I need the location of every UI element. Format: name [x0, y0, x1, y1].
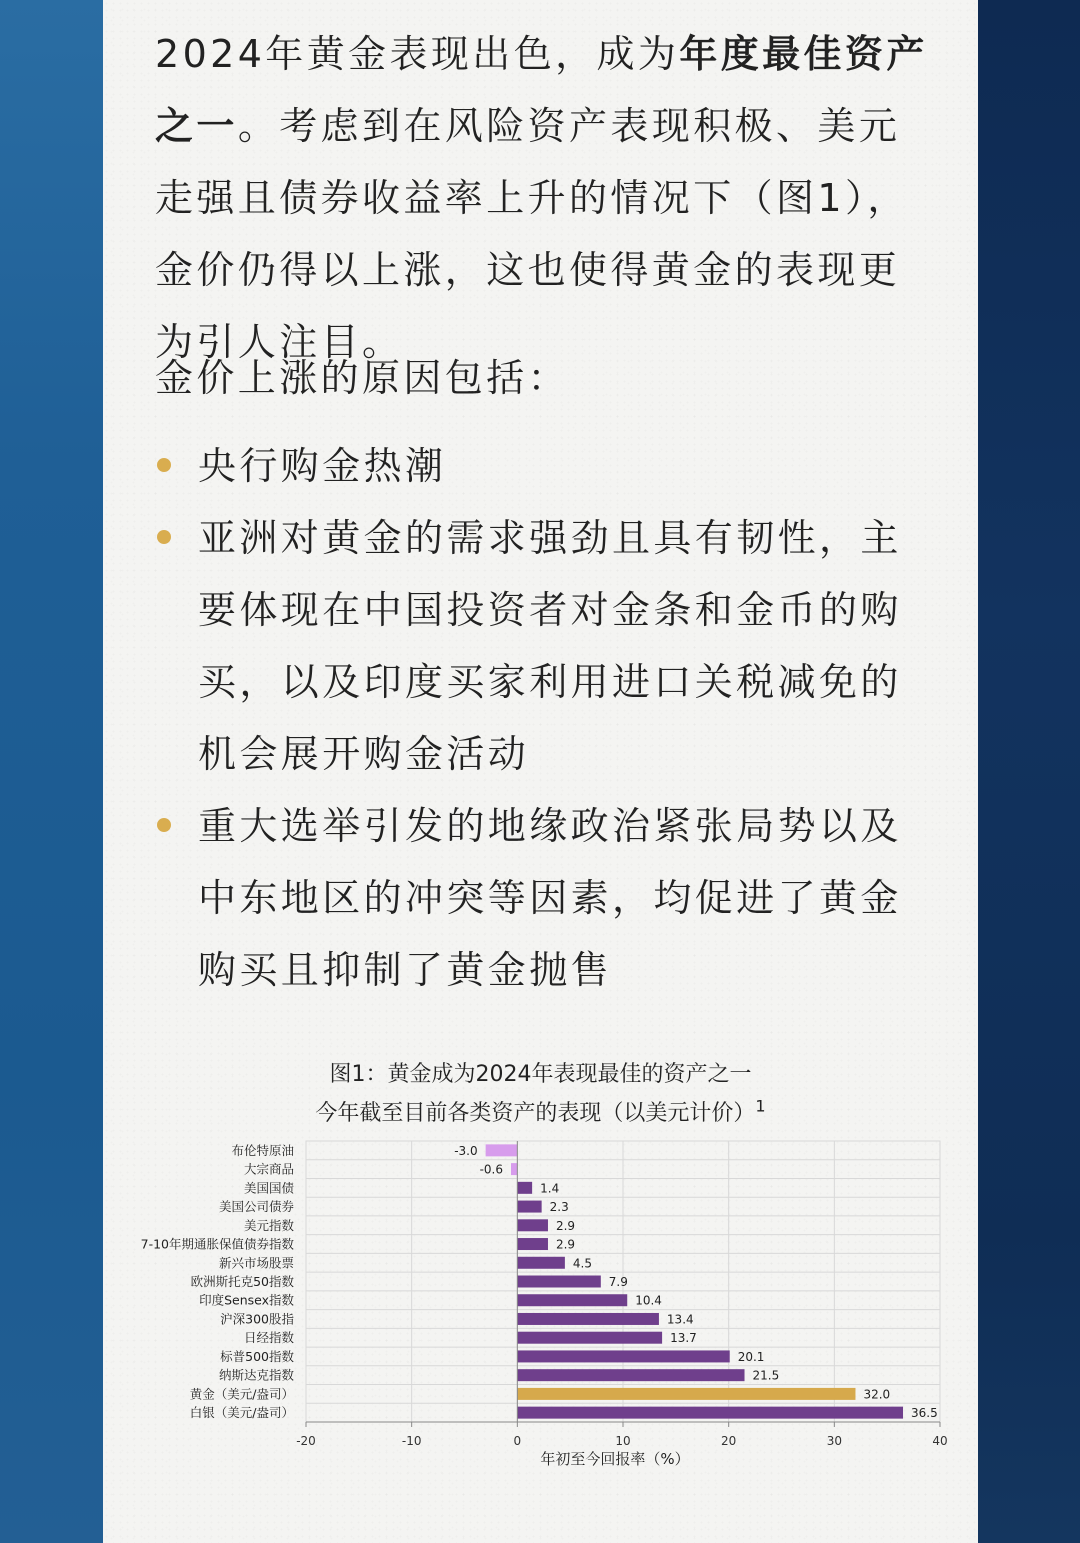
- bar: [517, 1257, 565, 1269]
- value-label: 13.4: [666, 1312, 694, 1327]
- bullet-dot-icon: [157, 818, 171, 832]
- category-label: 日经指数: [243, 1330, 294, 1346]
- category-label: 美元指数: [243, 1217, 294, 1233]
- list-item: [155, 790, 935, 1006]
- reasons-list: [155, 430, 935, 1006]
- bar: [517, 1388, 855, 1400]
- bar: [517, 1407, 903, 1419]
- category-label: 7-10年期通胀保值债券指数: [140, 1236, 294, 1252]
- value-label: 2.3: [549, 1200, 569, 1215]
- bullet-dot-icon: [157, 458, 171, 472]
- category-label: 美国国债: [243, 1180, 294, 1196]
- intro-text-start: 2024年黄金表现出色，成为: [155, 32, 680, 76]
- chart-subtitle-text: 今年截至目前各类资产的表现（以美元计价）: [315, 1101, 756, 1126]
- x-tick-label: 10: [615, 1434, 631, 1448]
- bar: [486, 1144, 518, 1156]
- value-label: 13.7: [670, 1331, 697, 1346]
- intro-text-end: 。考虑到在风险资产表现积极、美元走强且债券收益率上升的情况下（图1），金价仍得以上涨，这也使得黄金的表现更为引人注目。: [155, 104, 909, 364]
- bar: [517, 1182, 532, 1194]
- x-axis-label: 年初至今回报率（%）: [540, 1450, 690, 1468]
- x-tick-label: 40: [932, 1434, 948, 1448]
- category-label: 印度Sensex指数: [199, 1292, 294, 1308]
- list-item-text: 央行购金热潮: [198, 444, 447, 488]
- bar: [517, 1201, 541, 1213]
- value-label: 2.9: [555, 1218, 576, 1233]
- chart-footnote-marker: 1: [755, 1096, 766, 1116]
- value-label: 32.0: [863, 1387, 891, 1402]
- x-tick-label: 30: [826, 1434, 842, 1448]
- value-label: 10.4: [635, 1293, 662, 1308]
- category-label: 白银（美元/盎司）: [189, 1405, 294, 1421]
- bar: [517, 1313, 659, 1325]
- category-label: 标普500指数: [220, 1348, 294, 1364]
- chart-title: 图1：黄金成为2024年表现最佳的资产之一: [329, 1062, 752, 1087]
- category-label: 欧洲斯托克50指数: [190, 1274, 294, 1289]
- category-label: 黄金（美元/盎司）: [189, 1386, 294, 1402]
- x-tick-label: -10: [401, 1434, 422, 1448]
- category-label: 美国公司债券: [218, 1199, 294, 1215]
- value-label: -0.6: [479, 1162, 503, 1177]
- value-label: 4.5: [572, 1256, 592, 1271]
- bar: [517, 1332, 662, 1344]
- value-label: 2.9: [555, 1237, 576, 1252]
- list-item-text: 重大选举引发的地缘政治紧张局势以及中东地区的冲突等因素，均促进了黄金购买且抑制了黄金抛售: [198, 804, 902, 992]
- category-label: 沪深300股指: [220, 1311, 294, 1327]
- bar-chart: [103, 1130, 978, 1475]
- value-label: 7.9: [608, 1275, 628, 1289]
- x-tick-label: -20: [296, 1434, 316, 1448]
- category-label: 布伦特原油: [231, 1142, 294, 1158]
- intro-paragraph: [155, 18, 935, 378]
- value-label: 20.1: [737, 1349, 765, 1364]
- bar: [517, 1350, 729, 1362]
- intro-bold-highlight: 年度最佳资产之一: [155, 32, 928, 148]
- bar: [517, 1369, 744, 1381]
- value-label: 36.5: [911, 1406, 938, 1421]
- value-label: -3.0: [454, 1143, 478, 1158]
- left-border: [0, 0, 103, 1543]
- x-tick-label: 0: [513, 1434, 522, 1448]
- list-item-text: 亚洲对黄金的需求强劲且具有韧性，主要体现在中国投资者对金条和金币的购买，以及印度买家利用进口关税减免的机会展开购金活动: [198, 516, 902, 776]
- list-item: [155, 430, 935, 502]
- bullet-dot-icon: [157, 530, 171, 544]
- chart-subtitle: [103, 1096, 978, 1127]
- value-label: 21.5: [752, 1368, 780, 1383]
- value-label: 1.4: [540, 1181, 560, 1196]
- list-item: [155, 502, 935, 790]
- right-border: [978, 0, 1080, 1543]
- bar: [517, 1276, 600, 1288]
- category-label: 新兴市场股票: [218, 1255, 294, 1271]
- bar: [517, 1238, 548, 1250]
- reasons-heading: 金价上涨的原因包括：: [155, 356, 570, 400]
- x-tick-label: 20: [721, 1434, 737, 1448]
- category-label: 大宗商品: [243, 1161, 294, 1177]
- category-label: 纳斯达克指数: [218, 1367, 294, 1383]
- bar: [517, 1294, 627, 1306]
- bar: [517, 1219, 548, 1231]
- bar: [511, 1163, 517, 1175]
